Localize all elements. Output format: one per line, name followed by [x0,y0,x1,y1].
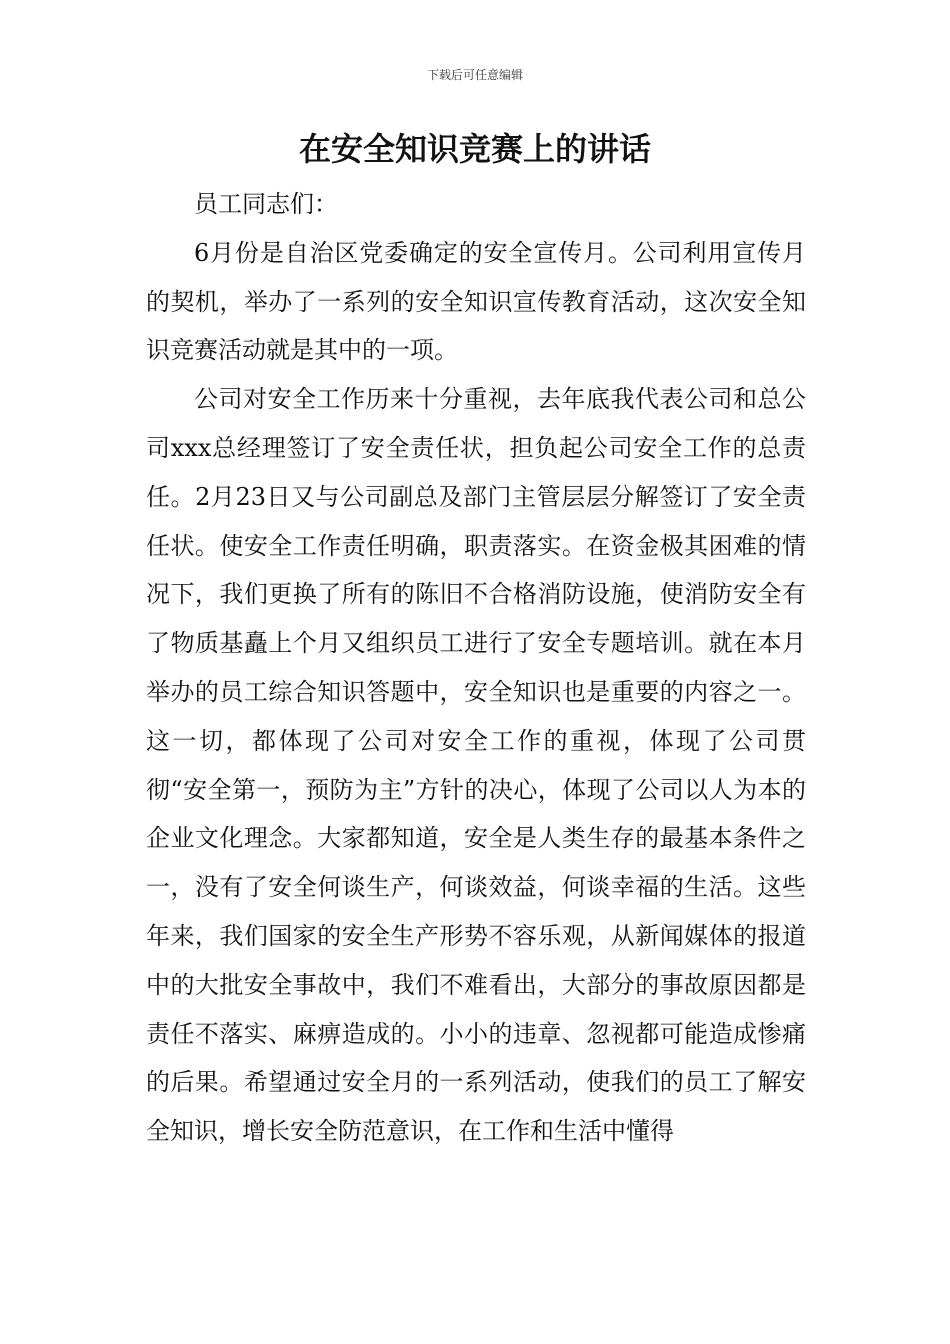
header-note: 下载后可任意编辑 [426,68,523,82]
document-body [146,180,806,1156]
paragraph-2: 公司对安全工作历来十分重视，去年底我代表公司和总公司xxx总经理签订了安全责任状，担负起公司安全工作的总责任。2月23日又与公司副总及部门主管层层分解签订了安全责任状。使安全工作责任明确，职责落实。在资金极其困难的情况下，我们更换了所有的陈旧不合格消防设施，使消防安全有了物质基矗上个月又组织员工进行了安全专题培训。就在本月举办的员工综合知识答题中，安全知识也是重要的内容之一。这一切，都体现了公司对安全工作的重视，体现了公司贯彻“安全第一，预防为主”方针的决心，体现了公司以人为本的企业文化理念。大家都知道，安全是人类生存的最基本条件之一，没有了安全何谈生产，何谈效益，何谈幸福的生活。这些年来，我们国家的安全生产形势不容乐观，从新闻媒体的报道中的大批安全事故中，我们不难看出，大部分的事故原因都是责任不落实、麻痹造成的。小小的违章、忽视都可能造成惨痛的后果。希望通过安全月的一系列活动，使我们的员工了解安全知识，增长安全防范意识，在工作和生活中懂得 [146,385,806,1146]
document-title: 在安全知识竞赛上的讲话 [298,130,651,168]
greeting: 员工同志们： [194,190,338,218]
paragraph-1: 6月份是自治区党委确定的安全宣传月。公司利用宣传月的契机，举办了一系列的安全知识宣传教育活动，这次安全知识竞赛活动就是其中的一项。 [146,238,806,365]
